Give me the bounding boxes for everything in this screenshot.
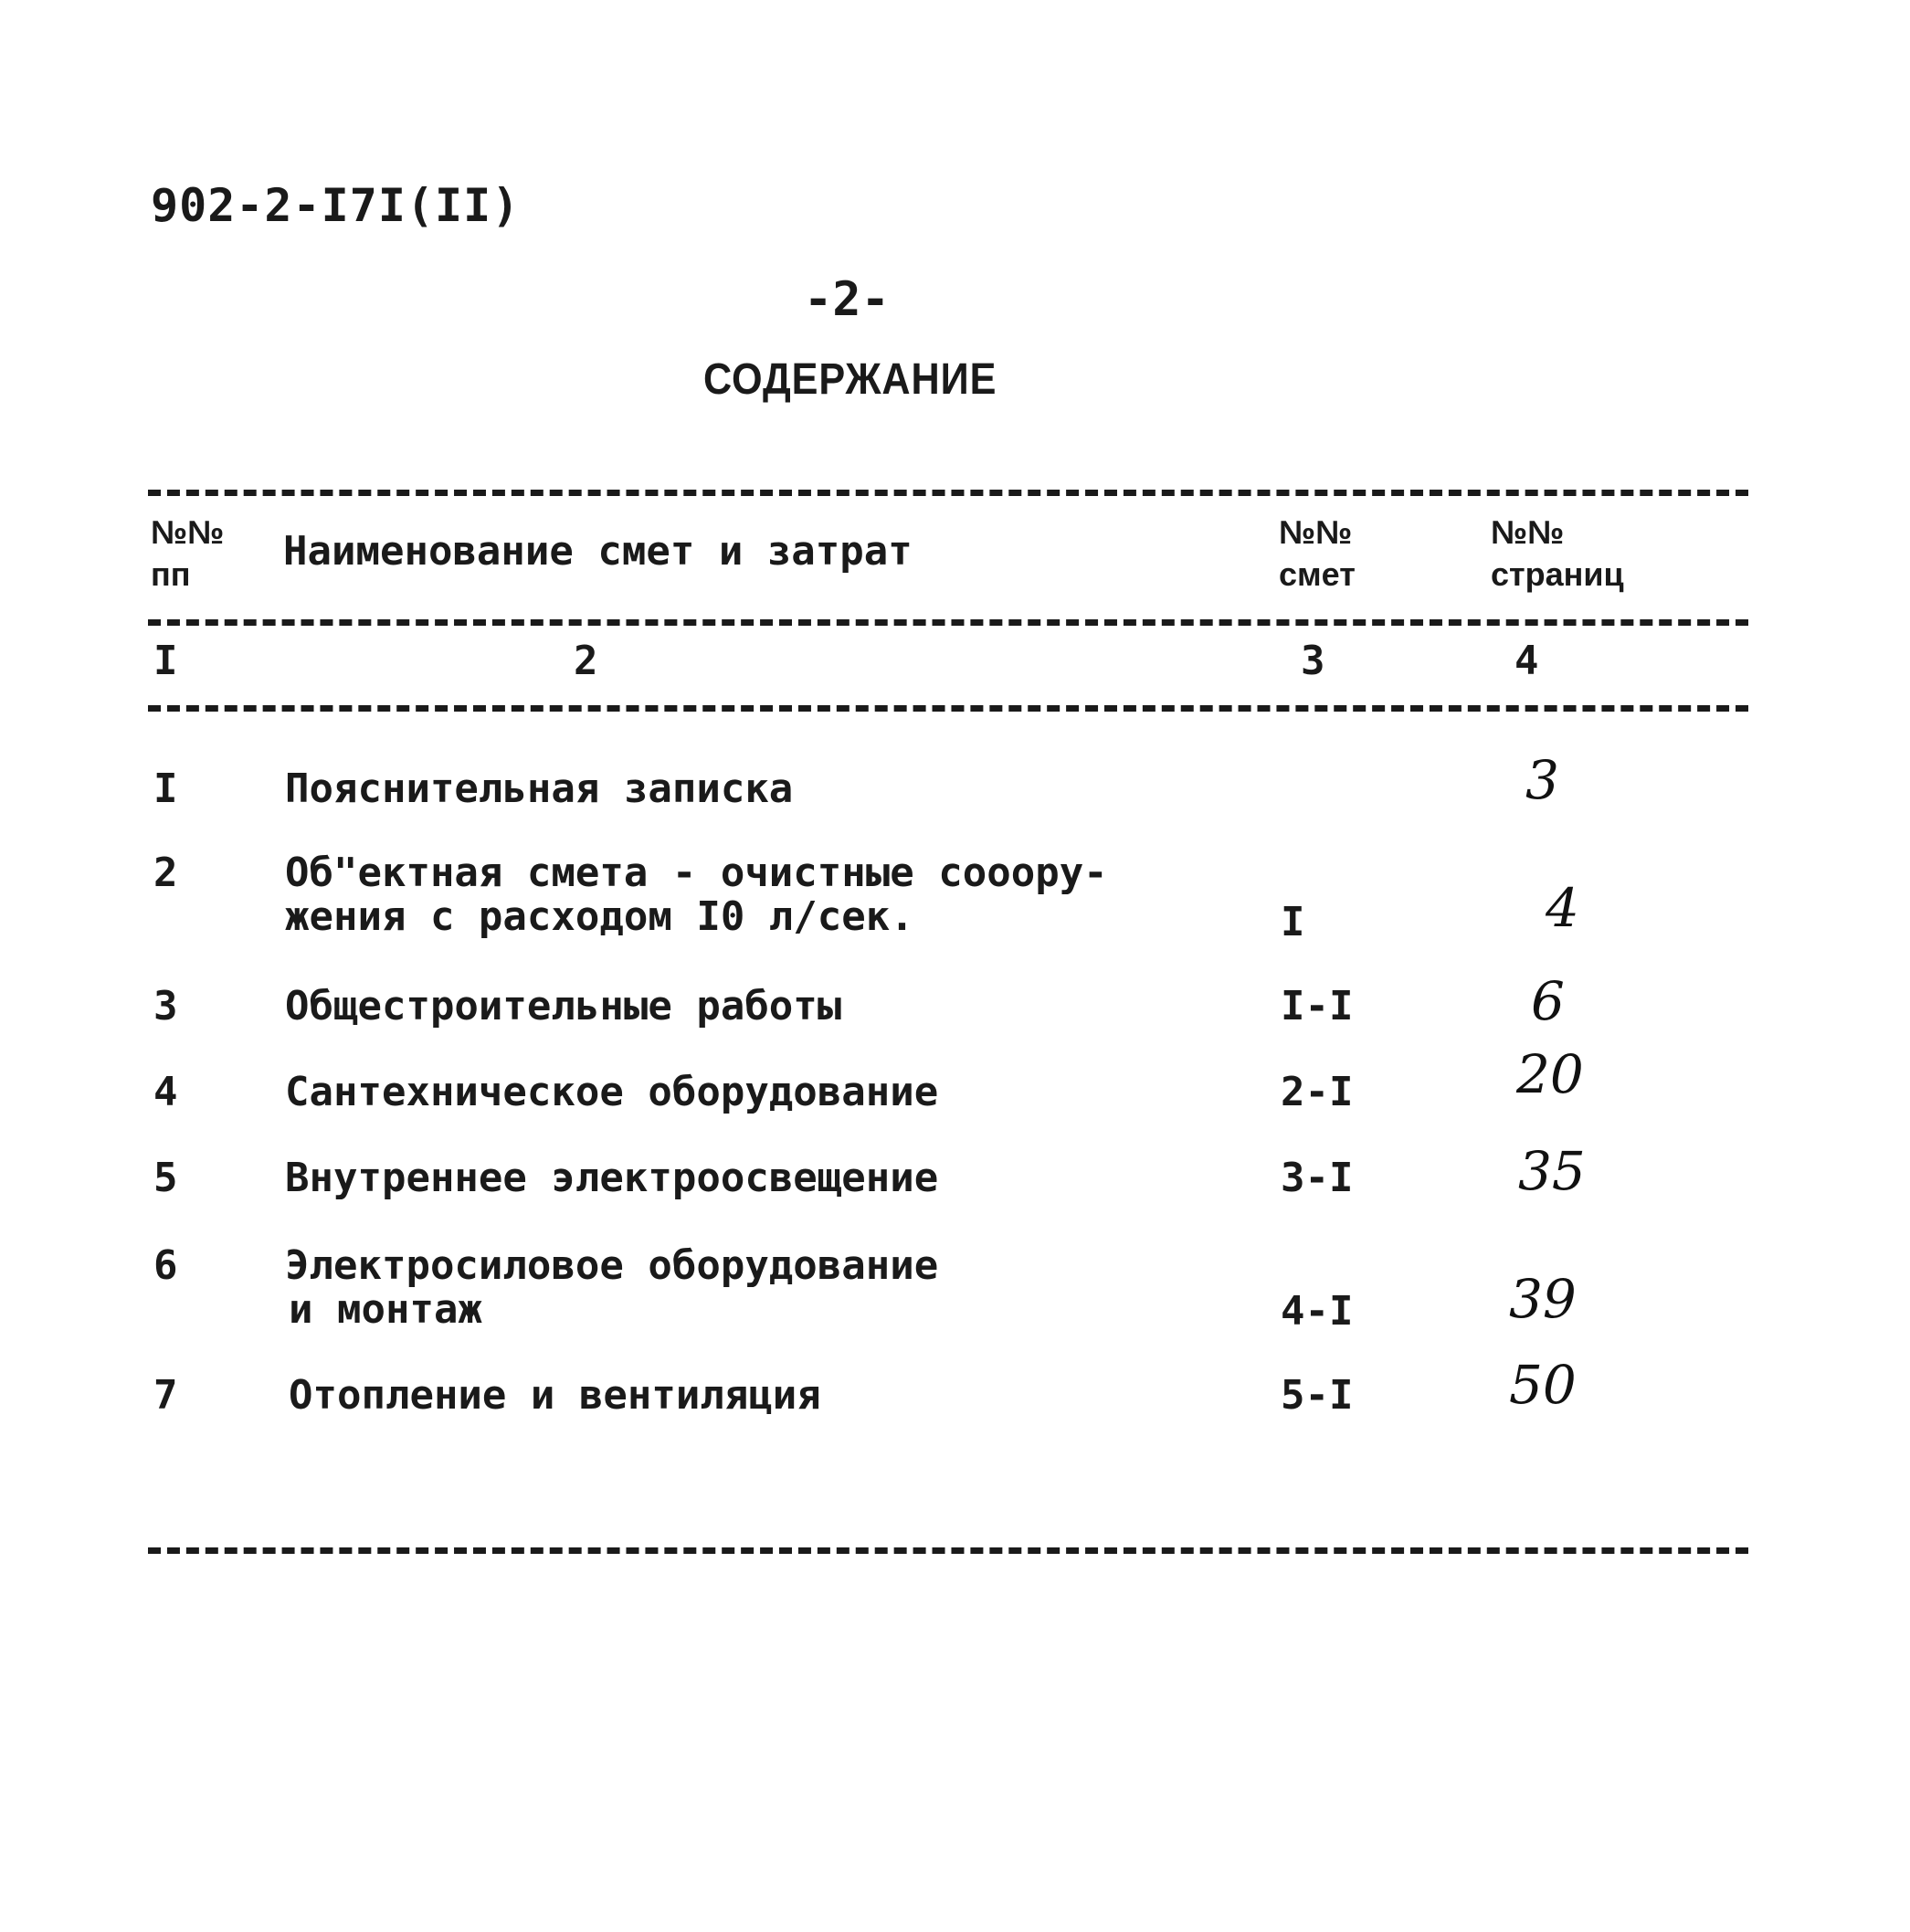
document-title: СОДЕРЖАНИЕ	[703, 355, 997, 404]
row-name: Пояснительная записка	[285, 765, 794, 812]
row-estimate: 3-I	[1281, 1155, 1354, 1201]
table-top-rule	[148, 490, 1748, 496]
header-estimate-label: №№ смет	[1279, 513, 1356, 593]
column-number-4: 4	[1514, 638, 1539, 684]
row-page: 3	[1525, 749, 1559, 811]
row-number: 2	[153, 850, 178, 896]
column-number-2: 2	[574, 638, 598, 684]
row-page: 50	[1509, 1354, 1577, 1416]
document-code: 902-2-I7I(II)	[151, 179, 521, 232]
row-number: 5	[153, 1155, 178, 1201]
row-name: Общестроительные работы	[285, 983, 842, 1029]
row-name-continued: жения с расходом I0 л/сек.	[285, 893, 914, 940]
row-name-continued: и монтаж	[289, 1286, 482, 1333]
row-page: 39	[1509, 1268, 1577, 1330]
header-rule	[148, 619, 1748, 626]
row-estimate: 5-I	[1281, 1372, 1354, 1419]
row-name: Об"ектная смета - очистные сооору-	[285, 850, 1108, 896]
row-estimate: I-I	[1281, 983, 1354, 1029]
column-numbers-rule	[148, 705, 1748, 712]
header-pages-label: №№ страниц	[1491, 513, 1624, 593]
row-name: Сантехническое оборудование	[285, 1069, 939, 1115]
row-number: 4	[153, 1069, 178, 1115]
row-number: I	[153, 765, 178, 812]
column-number-1: I	[153, 638, 178, 684]
page-number: -2-	[804, 272, 890, 327]
row-page: 6	[1531, 970, 1565, 1032]
row-estimate: 4-I	[1281, 1288, 1354, 1335]
row-page: 20	[1516, 1043, 1584, 1105]
row-number: 6	[153, 1242, 178, 1289]
row-page: 4	[1546, 877, 1579, 939]
header-name-label: Наименование смет и затрат	[283, 528, 913, 575]
table-bottom-rule	[148, 1547, 1748, 1554]
row-name: Электросиловое оборудование	[285, 1242, 939, 1289]
row-estimate: I	[1281, 899, 1305, 945]
row-estimate: 2-I	[1281, 1069, 1354, 1115]
row-name: Отопление и вентиляция	[289, 1372, 821, 1419]
column-number-3: 3	[1301, 638, 1325, 684]
row-page: 35	[1518, 1140, 1586, 1202]
row-number: 7	[153, 1372, 178, 1419]
header-num-label: №№ пп	[151, 513, 225, 593]
row-number: 3	[153, 983, 178, 1029]
row-name: Внутреннее электроосвещение	[285, 1155, 939, 1201]
